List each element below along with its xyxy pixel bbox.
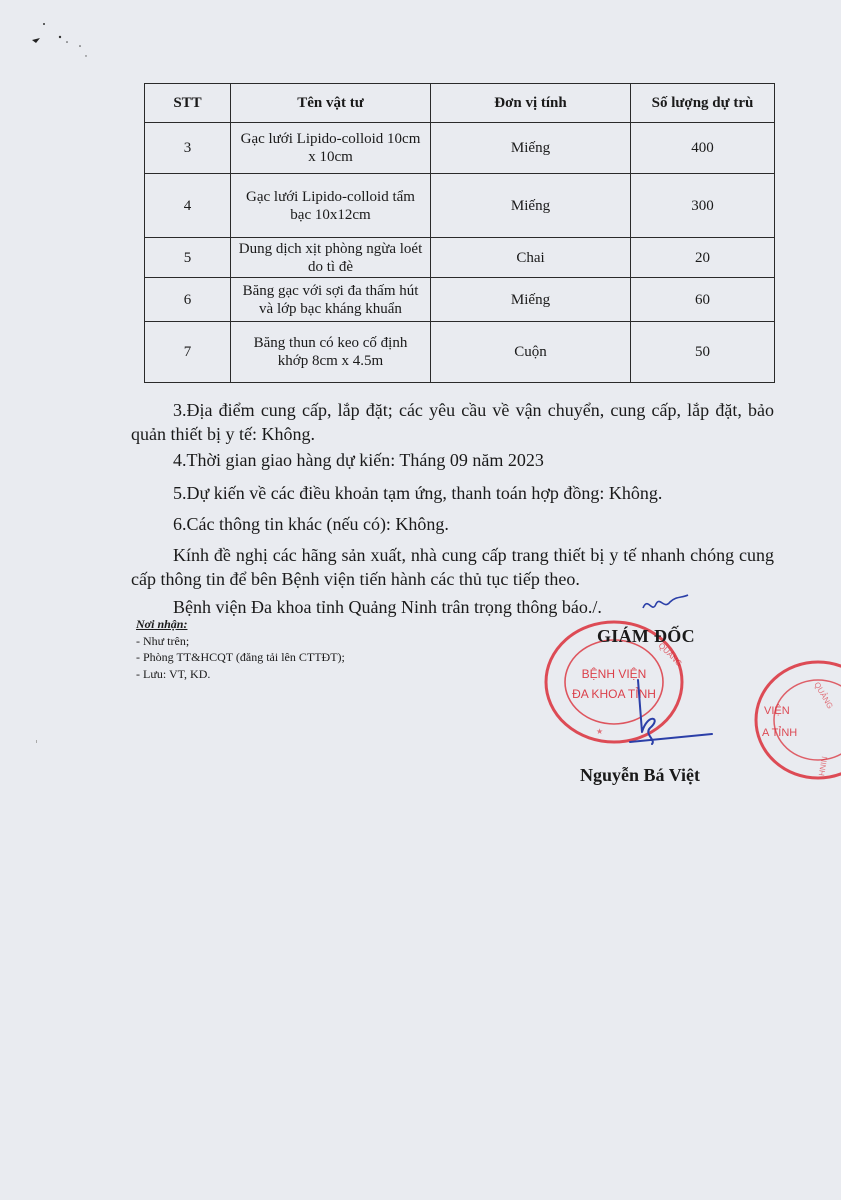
cell-quantity: 300 xyxy=(631,174,775,238)
cell-stt: 3 xyxy=(145,123,231,174)
header-item-name: Tên vật tư xyxy=(231,84,431,123)
recipients-block xyxy=(136,616,345,682)
cell-item-name: Dung dịch xịt phòng ngừa loét do tì đè xyxy=(231,238,431,278)
header-quantity: Số lượng dự trù xyxy=(631,84,775,123)
cell-quantity: 60 xyxy=(631,278,775,322)
paragraph-request: Kính đề nghị các hãng sản xuất, nhà cung cấp trang thiết bị y tế nhanh chóng cung cấp thông tin để bên Bệnh viện tiến hành các thủ tục tiếp theo. xyxy=(131,545,774,589)
cell-item-name: Gạc lưới Lipido-colloid 10cm x 10cm xyxy=(231,123,431,174)
cell-unit: Miếng xyxy=(431,174,631,238)
paragraph-payment-terms: 5.Dự kiến về các điều khoản tạm ứng, thanh toán hợp đồng: Không. xyxy=(173,483,663,503)
cell-item-name: Băng thun có keo cố định khớp 8cm x 4.5m xyxy=(231,322,431,383)
table-row xyxy=(145,322,775,383)
recipients-heading: Nơi nhận: xyxy=(136,617,188,631)
cell-unit: Miếng xyxy=(431,278,631,322)
partial-stamp xyxy=(752,656,841,784)
partial-stamp-ring: QUẢNG xyxy=(812,680,835,711)
partial-stamp-line2: A TỈNH xyxy=(762,727,798,739)
header-stt: STT xyxy=(145,84,231,123)
cell-item-name: Băng gạc với sợi đa thấm hút và lớp bạc kháng khuẩn xyxy=(231,278,431,322)
supply-table xyxy=(144,83,775,383)
table-row xyxy=(145,174,775,238)
initial-mark xyxy=(640,592,690,616)
svg-text:★: ★ xyxy=(596,727,604,736)
director-signature xyxy=(608,672,714,752)
stamp-ring-top: QUẢNG xyxy=(656,641,684,669)
paragraph-delivery-location: 3.Địa điểm cung cấp, lắp đặt; các yêu cầu về vận chuyển, cung cấp, lắp đặt, bảo quản thiết bị y tế: Không. xyxy=(131,400,774,444)
cell-unit: Chai xyxy=(431,238,631,278)
paragraph-delivery-time: 4.Thời gian giao hàng dự kiến: Tháng 09 năm 2023 xyxy=(173,450,544,470)
cell-stt: 4 xyxy=(145,174,231,238)
header-unit: Đơn vị tính xyxy=(431,84,631,123)
stamp-text-line1: BỆNH VIỆN xyxy=(581,667,647,681)
paragraph-other-info: 6.Các thông tin khác (nếu có): Không. xyxy=(173,514,449,534)
paragraph-closing: Bệnh viện Đa khoa tỉnh Quảng Ninh trân trọng thông báo./. xyxy=(173,597,602,617)
table-row xyxy=(145,278,775,322)
recipient-item: - Phòng TT&HCQT (đăng tải lên CTTĐT); xyxy=(136,650,345,664)
cell-stt: 5 xyxy=(145,238,231,278)
cell-item-name: Gạc lưới Lipido-colloid tẩm bạc 10x12cm xyxy=(231,174,431,238)
cell-stt: 7 xyxy=(145,322,231,383)
partial-stamp-ring-right: NINH xyxy=(816,755,829,777)
recipient-item: - Lưu: VT, KD. xyxy=(136,666,211,681)
table-row xyxy=(145,238,775,278)
cell-stt: 6 xyxy=(145,278,231,322)
cell-quantity: 400 xyxy=(631,123,775,174)
scan-specks xyxy=(22,18,102,68)
stamp-text-line2: ĐA KHOA TỈNH xyxy=(572,687,656,701)
director-title: GIÁM ĐỐC xyxy=(597,626,695,646)
cell-quantity: 20 xyxy=(631,238,775,278)
table-header-row xyxy=(145,84,775,123)
recipient-item: - Như trên; xyxy=(136,633,190,648)
table-row xyxy=(145,123,775,174)
cell-unit: Miếng xyxy=(431,123,631,174)
director-name: Nguyễn Bá Việt xyxy=(580,765,701,785)
scan-mark xyxy=(36,740,37,743)
cell-unit: Cuộn xyxy=(431,322,631,383)
cell-quantity: 50 xyxy=(631,322,775,383)
partial-stamp-line1: VIỆN xyxy=(764,705,790,717)
